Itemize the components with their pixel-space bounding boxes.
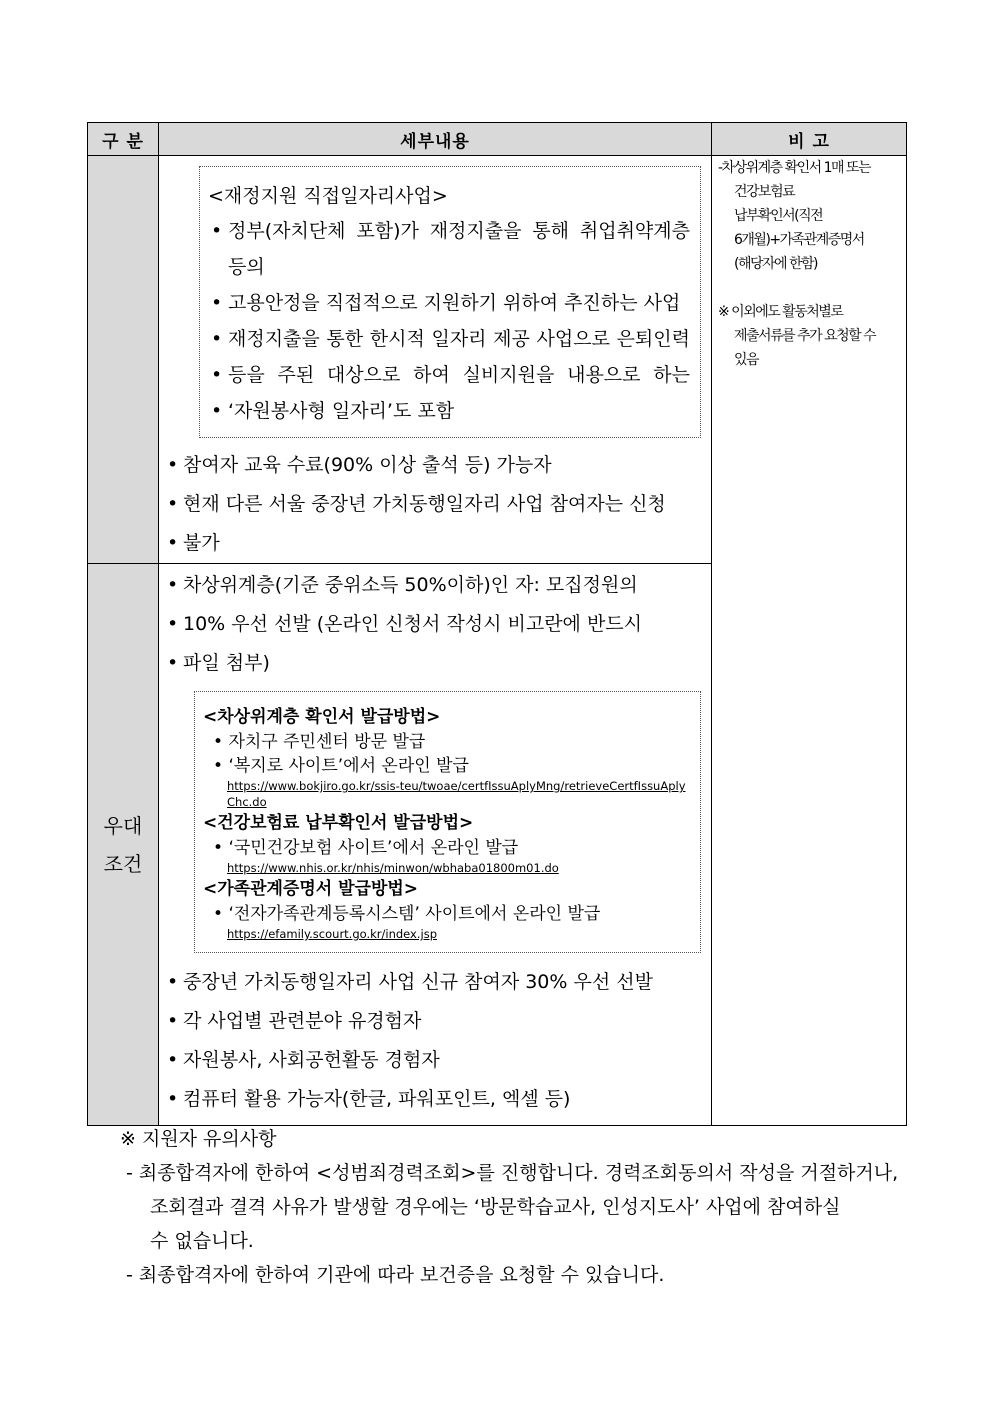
details-cell-preference xyxy=(159,564,712,1126)
box-bullet: • ‘복지로 사이트’에서 온라인 발급 xyxy=(203,754,690,778)
list-item: • 현재 다른 서울 중장년 가치동행일자리 사업 참여자는 신청 xyxy=(159,485,711,524)
box-heading: <가족관계증명서 발급방법> xyxy=(203,879,419,899)
note-paragraph: - 최종합격자에 한하여 기관에 따라 보건증을 요청할 수 있습니다. xyxy=(126,1264,665,1286)
notes-title: ※ 지원자 유의사항 xyxy=(120,1128,277,1150)
remarks-cell xyxy=(712,156,907,1126)
nhis-link[interactable]: https://www.nhis.or.kr/nhis/minwon/wbhaba01800m01.do xyxy=(227,861,559,875)
note-paragraph-cont: 수 없습니다. xyxy=(150,1230,254,1252)
list-item-cont: • 10% 우선 선발 (온라인 신청서 작성시 비고란에 반드시 xyxy=(159,605,711,644)
preference-list xyxy=(159,963,711,1119)
box-bullet: • 재정지출을 통한 한시적 일자리 제공 사업으로 은퇴인력 xyxy=(208,321,690,357)
box-bullet-cont: • 고용안정을 직접적으로 지원하기 위하여 추진하는 사업 xyxy=(208,285,690,321)
box-title: <재정지원 직접일자리사업> xyxy=(208,185,448,207)
issuance-method-box xyxy=(194,691,701,953)
list-item: • 중장년 가치동행일자리 사업 신규 참여자 30% 우선 선발 xyxy=(159,963,711,1002)
box-bullet: • ‘전자가족관계등록시스템’ 사이트에서 온라인 발급 xyxy=(203,902,690,926)
efamily-link[interactable]: https://efamily.scourt.go.kr/index.jsp xyxy=(227,927,437,941)
direct-job-definition-box xyxy=(199,166,701,438)
list-item-cont: • 파일 첨부) xyxy=(159,644,711,683)
preference-first-list xyxy=(159,566,711,683)
conditions-table xyxy=(87,122,907,1126)
list-item-cont: • 불가 xyxy=(159,524,711,563)
eligibility-list xyxy=(159,446,711,563)
box-heading: <건강보험료 납부확인서 발급방법> xyxy=(203,813,474,833)
applicant-notes xyxy=(120,1122,910,1292)
box-bullet: • ‘국민건강보험 사이트’에서 온라인 발급 xyxy=(203,836,690,860)
box-bullet: • 정부(자치단체 포함)가 재정지출을 통해 취업취약계층 등의 xyxy=(208,213,690,285)
note-paragraph: - 최종합격자에 한하여 <성범죄경력조회>를 진행합니다. 경력조회동의서 작성을 거절하거나, xyxy=(126,1162,899,1184)
list-item: • 차상위계층(기준 중위소득 50%이하)인 자: 모집정원의 xyxy=(159,566,711,605)
list-item: • 참여자 교육 수료(90% 이상 출석 등) 가능자 xyxy=(159,446,711,485)
remarks-note: -차상위계층 확인서 1매 또는 건강보험료 납부확인서(직전 6개월)+가족관계증명서 (해당자에 한함) ※ 이외에도 활동처별로 제출서류를 추가 요청할 수 있음 xyxy=(718,160,876,368)
category-cell-empty xyxy=(88,156,159,564)
eligibility-row xyxy=(88,156,907,564)
box-bullet: • 자치구 주민센터 방문 발급 xyxy=(203,730,690,754)
header-remarks: 비 고 xyxy=(712,123,907,156)
details-cell-eligibility xyxy=(159,156,712,564)
box-bullet-cont: • 등을 주된 대상으로 하여 실비지원을 내용으로 하는 xyxy=(208,357,690,393)
category-cell-preference: 우대 조건 xyxy=(88,564,159,1126)
header-row xyxy=(88,123,907,156)
list-item: • 각 사업별 관련분야 유경험자 xyxy=(159,1002,711,1041)
bokjiro-link[interactable]: https://www.bokjiro.go.kr/ssis-teu/twoae/certfIssuAplyMng/retrieveCertfIssuAplyChc.do xyxy=(227,779,686,809)
header-category: 구 분 xyxy=(88,123,159,156)
list-item: • 자원봉사, 사회공헌활동 경험자 xyxy=(159,1041,711,1080)
note-paragraph-cont: 조회결과 결격 사유가 발생할 경우에는 ‘방문학습교사, 인성지도사’ 사업에 참여하실 xyxy=(150,1196,841,1218)
box-bullet-cont: • ‘자원봉사형 일자리’도 포함 xyxy=(208,393,690,429)
box-heading: <차상위계층 확인서 발급방법> xyxy=(203,707,441,727)
list-item: • 컴퓨터 활용 가능자(한글, 파워포인트, 엑셀 등) xyxy=(159,1080,711,1119)
header-details: 세부내용 xyxy=(159,123,712,156)
